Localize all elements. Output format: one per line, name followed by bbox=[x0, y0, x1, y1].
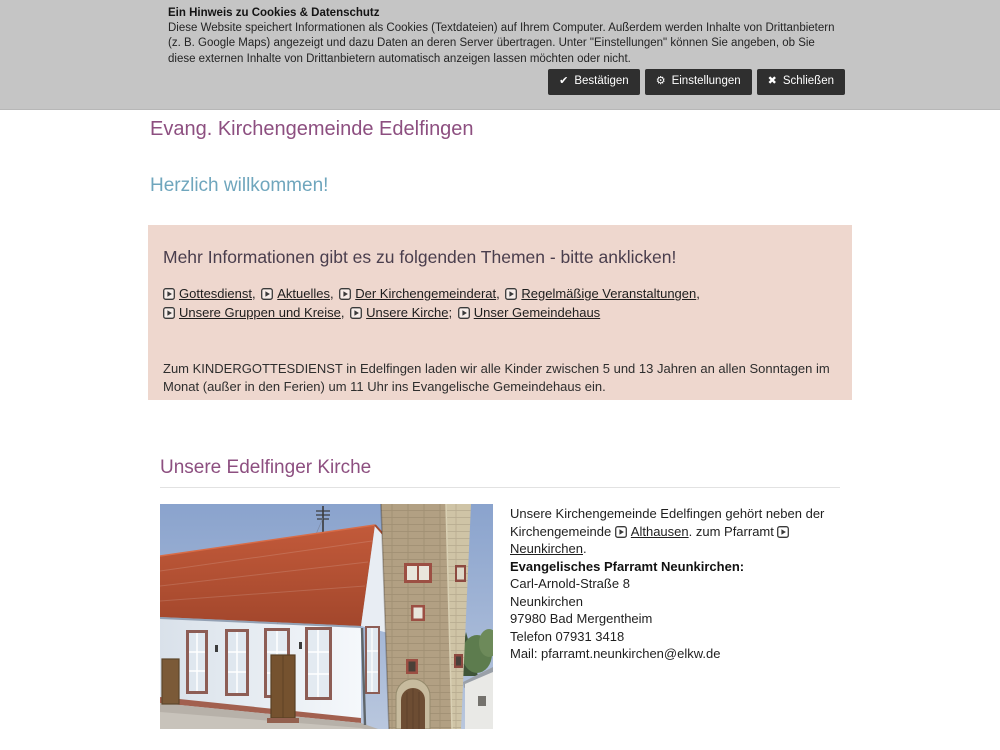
kindergottesdienst-note: Zum KINDERGOTTESDIENST in Edelfingen laden wir alle Kinder zwischen 5 und 13 Jahren an allen Sonntagen im Monat (außer in den Ferien) um 11 Uhr ins Evangelische Gemeindehaus ein. bbox=[163, 361, 830, 394]
play-icon bbox=[777, 526, 789, 538]
play-icon bbox=[261, 288, 273, 300]
settings-button-label: Einstellungen bbox=[671, 75, 741, 87]
close-icon: ✖ bbox=[767, 75, 777, 88]
church-photo bbox=[160, 504, 493, 729]
close-button-label: Schließen bbox=[782, 75, 834, 87]
address-phone: Telefon 07931 3418 bbox=[510, 628, 625, 644]
confirm-button-label: Bestätigen bbox=[574, 75, 629, 87]
address-street: Carl-Arnold-Straße 8 bbox=[510, 576, 630, 591]
play-icon bbox=[163, 288, 175, 300]
topic-link-aktuelles[interactable]: Aktuelles, bbox=[261, 286, 339, 301]
topic-link-veranstaltungen[interactable]: Regelmäßige Veranstaltungen, bbox=[505, 286, 702, 301]
site-title: Evang. Kirchengemeinde Edelfingen bbox=[150, 118, 474, 140]
church-photo-graphic bbox=[160, 504, 493, 729]
topic-link-unsere-kirche[interactable]: Unsere Kirche; bbox=[350, 305, 458, 320]
topic-links bbox=[163, 284, 837, 322]
confirm-button[interactable] bbox=[548, 69, 640, 95]
settings-button[interactable] bbox=[645, 69, 752, 95]
kirche-paragraph-part1: Unsere Kirchengemeinde Edelfingen gehört neben der Kirchengemeinde bbox=[510, 506, 825, 539]
topic-link-kirchengemeinderat[interactable]: Der Kirchengemeinderat, bbox=[339, 286, 505, 301]
kirche-section-heading: Unsere Edelfinger Kirche bbox=[160, 457, 372, 478]
address-postal: 97980 Bad Mergentheim bbox=[510, 611, 653, 626]
play-icon bbox=[163, 307, 175, 319]
althausen-link[interactable]: Althausen bbox=[630, 523, 689, 539]
cookie-banner-title: Ein Hinweis zu Cookies & Datenschutz bbox=[168, 7, 380, 19]
play-icon bbox=[458, 307, 470, 319]
play-icon bbox=[350, 307, 362, 319]
close-button[interactable] bbox=[757, 69, 845, 95]
kirche-text bbox=[510, 505, 844, 663]
address-city: Neunkirchen bbox=[510, 593, 583, 609]
neunkirchen-link[interactable]: Neunkirchen bbox=[510, 541, 583, 556]
topic-link-gottesdienst[interactable]: Gottesdienst, bbox=[163, 286, 261, 301]
play-icon bbox=[615, 526, 627, 538]
gear-icon: ⚙ bbox=[655, 75, 666, 88]
topic-link-gruppen-kreise[interactable]: Unsere Gruppen und Kreise, bbox=[163, 305, 350, 320]
welcome-heading: Herzlich willkommen! bbox=[150, 175, 329, 196]
topic-link-gemeindehaus[interactable]: Unser Gemeindehaus bbox=[458, 305, 602, 320]
play-icon bbox=[505, 288, 517, 300]
cookie-banner-buttons bbox=[548, 69, 845, 95]
kirche-paragraph-part3: . bbox=[583, 541, 587, 556]
check-icon: ✔ bbox=[559, 75, 569, 88]
play-icon bbox=[339, 288, 351, 300]
cookie-banner-body: Diese Website speichert Informationen als Cookies (Textdateien) auf Ihrem Computer. Außerdem werden Inhalte von Drittanbietern (z. B. Google Maps) angezeigt und dazu Daten an deren Server übertragen. Unter "Einstellungen" können Sie angeben, ob Sie diese externen Inhalte von Drittanbietern automatisch anzeigen lassen möchten oder nicht. bbox=[168, 22, 835, 65]
pfarramt-title: Evangelisches Pfarramt Neunkirchen: bbox=[510, 558, 745, 574]
section-divider bbox=[160, 487, 840, 488]
cookie-banner-text bbox=[168, 7, 836, 67]
cookie-banner bbox=[0, 0, 1000, 110]
info-box bbox=[148, 225, 852, 400]
info-box-heading: Mehr Informationen gibt es zu folgenden Themen - bitte anklicken! bbox=[163, 247, 677, 267]
kirche-paragraph-part2: . zum Pfarramt bbox=[688, 523, 778, 539]
address-mail: Mail: pfarramt.neunkirchen@elkw.de bbox=[510, 646, 721, 661]
